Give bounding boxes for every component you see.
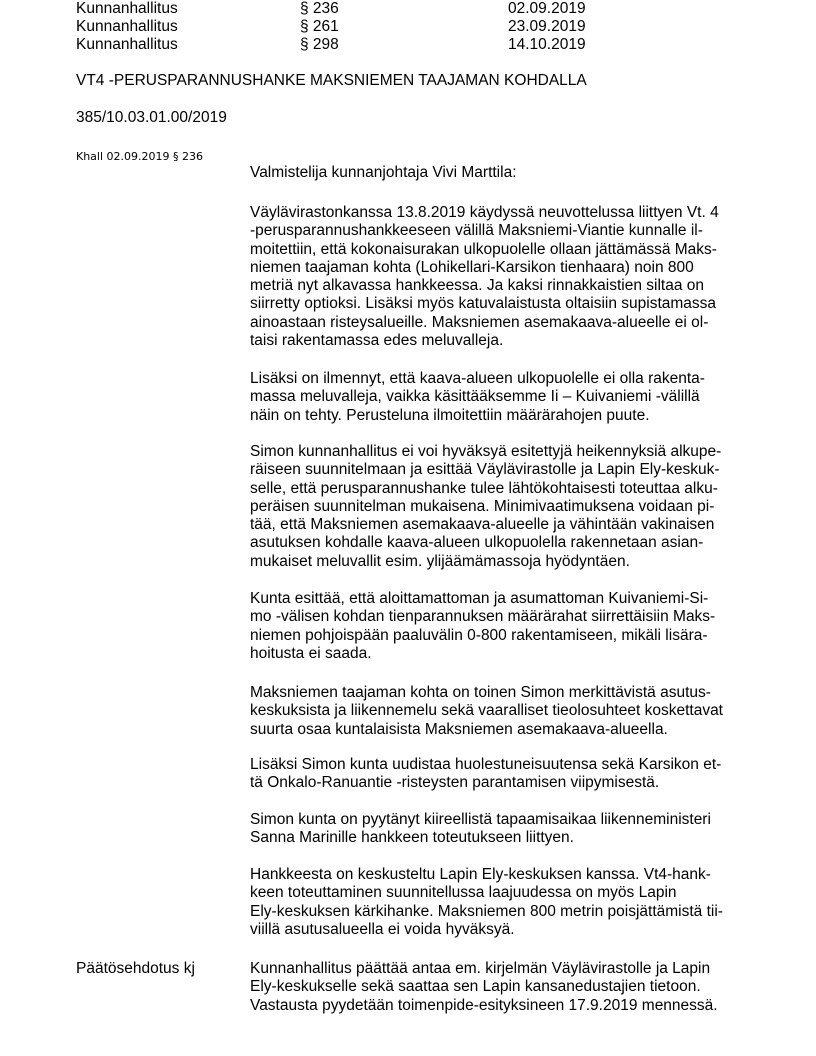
text-line: Simon kunta on pyytänyt kiireellistä tapaamisaikaa liikenneministeri [250, 811, 711, 828]
paragraph [250, 590, 742, 663]
text-line: Lisäksi on ilmennyt, että kaava-alueen ulkopuolelle ei olla rakenta- [250, 370, 705, 387]
document-title: VT4 -PERUSPARANNUSHANKE MAKSNIEMEN TAAJAMAN KOHDALLA [76, 72, 587, 89]
text-line: suurta osaa kuntalaisista Maksniemen asemakaava-alueella. [250, 720, 668, 738]
text-line: mo -välisen kohdan tienparannuksen määrärahat siirrettäisiin Maks- [250, 608, 716, 626]
preparer-text: Valmistelija kunnanjohtaja Vivi Marttila: [250, 164, 517, 181]
header-paragraph-number: § 298 [300, 36, 339, 53]
margin-reference: Khall 02.09.2019 § 236 [76, 150, 204, 163]
text-line: tää, että Maksniemen asemakaava-alueelle ja vähintään vakinaisen [250, 516, 715, 534]
text-line: metriä nyt alkavassa hankkeessa. Ja kaksi rinnakkaistien siltaa on [250, 277, 705, 295]
proposal-text [250, 960, 742, 1015]
text-line: selle, että perusparannushanke tulee lähtökohtaisesti toteuttaa alku- [250, 479, 718, 497]
text-line: Vastausta pyydetään toimenpide-esityksineen 17.9.2019 mennessä. [250, 996, 718, 1014]
document-number: 385/10.03.01.00/2019 [76, 109, 227, 126]
text-line: hoitusta ei saada. [250, 644, 372, 662]
text-line: Ely-keskukselle sekä saattaa sen Lapin kansanedustajien tietoon. [250, 978, 701, 996]
text-line: keen toteuttaminen suunnitellussa laajuudessa on myös Lapin [250, 884, 677, 902]
text-line: niemen pohjoispään paaluvälin 0-800 rakentamiseen, mikäli lisära- [250, 626, 708, 644]
text-line: viillä asutusalueella ei voida hyväksyä. [250, 920, 515, 938]
text-line: niemen taajaman kohta (Lohikellari-Karsikon tienhaara) noin 800 [250, 258, 694, 276]
text-line: massa meluvalleja, vaikka käsittääksemme Ii – Kuivaniemi -välillä [250, 388, 700, 406]
text-line: ainoastaan risteysalueille. Maksniemen asemakaava-alueelle ei ol- [250, 313, 709, 331]
text-line: Lisäksi Simon kunta uudistaa huolestuneisuutensa sekä Karsikon et- [250, 756, 722, 773]
paragraph [250, 204, 742, 350]
header-body-name: Kunnanhallitus [76, 18, 178, 35]
text-line: -perusparannushankkeeseen välillä Maksniemi-Viantie kunnalle il- [250, 222, 703, 240]
paragraph [250, 756, 742, 793]
text-line: näin on tehty. Perusteluna ilmoitettiin määrärahojen puute. [250, 406, 650, 424]
text-line: Väylävirastonkanssa 13.8.2019 käydyssä neuvottelussa liittyen Vt. 4 [250, 204, 719, 221]
text-line: Kunnanhallitus päättää antaa em. kirjelmän Väylävirastolle ja Lapin [250, 960, 711, 977]
text-line: Kunta esittää, että aloittamattoman ja asumattoman Kuivaniemi-Si- [250, 590, 709, 607]
text-line: Sanna Marinille hankkeen toteutukseen liittyen. [250, 829, 574, 847]
text-line: räiseen suunnitelmaan ja esittää Väylävirastolle ja Lapin Ely-keskuk- [250, 461, 720, 479]
header-date: 23.09.2019 [508, 18, 586, 35]
text-line: Maksniemen taajaman kohta on toinen Simon merkittävistä asutus- [250, 684, 711, 701]
header-date: 14.10.2019 [508, 36, 586, 53]
text-line: siirretty optioksi. Lisäksi myös katuvalaistusta oltaisiin supistamassa [250, 295, 717, 313]
header-date: 02.09.2019 [508, 0, 586, 17]
preparer-line [250, 164, 742, 182]
paragraph [250, 811, 742, 848]
text-line: mukaiset meluvallit esim. ylijäämämassoja hyödyntäen. [250, 552, 630, 570]
proposal-label: Päätösehdotus kj [76, 960, 195, 977]
text-line: tä Onkalo-Ranuantie -risteysten parantamisen viipymisestä. [250, 774, 660, 792]
text-line: peräisen suunnitelman mukaisena. Minimivaatimuksena voidaan pi- [250, 497, 715, 515]
text-line: taisi rakentamassa edes meluvalleja. [250, 332, 504, 350]
text-line: Simon kunnanhallitus ei voi hyväksyä esitettyjä heikennyksiä alkupe- [250, 443, 722, 460]
paragraph [250, 370, 742, 425]
header-body-name: Kunnanhallitus [76, 36, 178, 53]
text-line: Hankkeesta on keskusteltu Lapin Ely-keskuksen kanssa. Vt4-hank- [250, 866, 711, 883]
paragraph [250, 866, 742, 939]
header-paragraph-number: § 236 [300, 0, 339, 17]
header-paragraph-number: § 261 [300, 18, 339, 35]
text-line: Ely-keskuksen kärkihanke. Maksniemen 800 metrin poisjättämistä tii- [250, 902, 723, 920]
paragraph [250, 684, 742, 739]
text-line: asutuksen kohdalle kaava-alueen ulkopuolella rakennetaan asian- [250, 534, 704, 552]
text-line: keskuksista ja liikennemelu sekä vaaralliset tieolosuhteet koskettavat [250, 702, 723, 720]
header-body-name: Kunnanhallitus [76, 0, 178, 17]
text-line: moitettiin, että kokonaisurakan ulkopuolelle ollaan jättämässä Maks- [250, 240, 717, 258]
paragraph [250, 443, 742, 571]
